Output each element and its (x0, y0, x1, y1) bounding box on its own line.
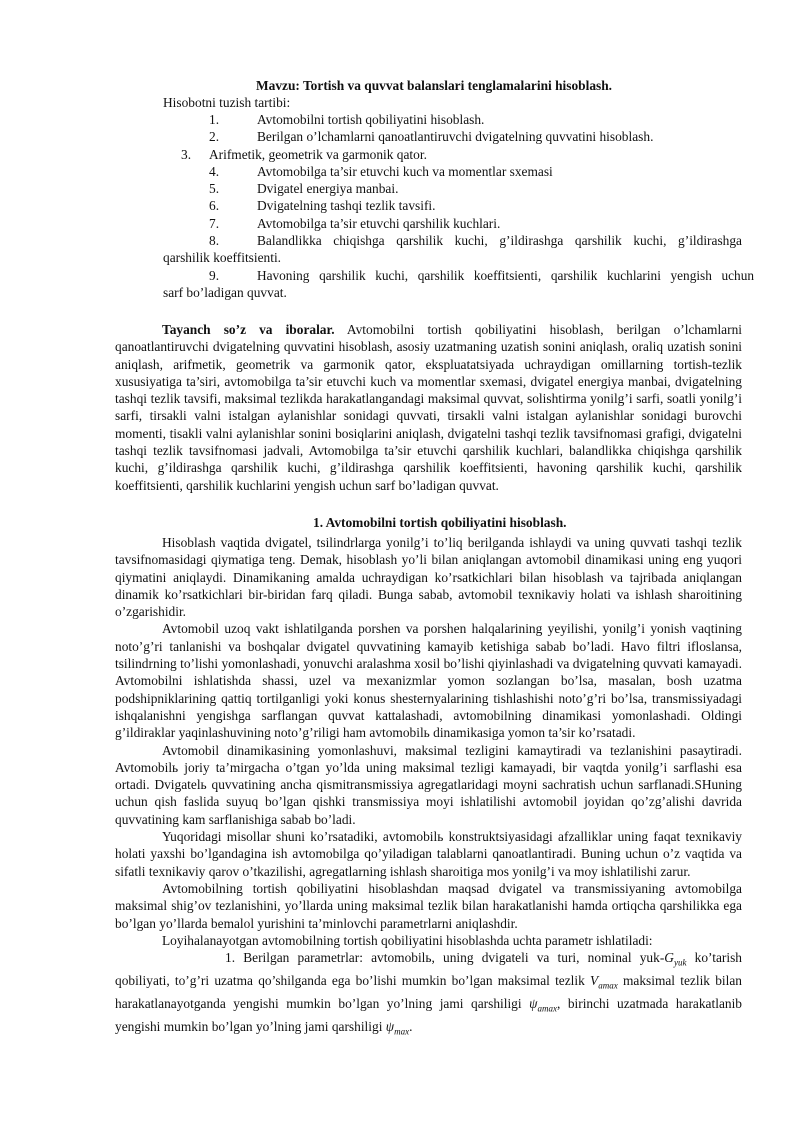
list-item-number: 1. (209, 112, 220, 127)
list-item: Avtomobilni tortish qobiliyatini hisoblash. (257, 112, 485, 127)
paragraph: Yuqoridagi misollar shuni ko’rsatadiki, avtomobilь konstruktsiyasidagi afzalliklar uning faqat texnikaviy holati yaxshi bo’lgandagina ish avtomobilga qo’yiladigan talablarni qanoatlantiradi. Buning uchun o’z vaqtida va sifatli texnikaviy qarov o’tkazilishi, agregatlarning ishlash sharoitiga mos yonilg’i va moy ishlatilishi zarur. (115, 829, 742, 879)
list-item-number: 4. (209, 164, 220, 179)
paragraph: Avtomobil dinamikasining yomonlashuvi, maksimal tezligini kamaytiradi va tezlanishini pasaytiradi. Avtomobilь joriy ta’mirgacha o’tgan yo’lda uning maksimal tezligi kamayadi, bir vaqtda yonilg’i sarflashi esa ortadi. Dvigatelь quvvatining ancha qismitransmissiya agregatlaridagi moyni sachratish uchun sarflanadi.SHuning uchun qish faslida suyuq bo’lgan qishki transmissiya moyi ishlatilishi avtomobil joyidan qo’zg’alishi davrida quvvatining kam sarflanishiga sabab bo’ladi. (115, 742, 742, 827)
list-item-continuation: sarf bo’ladigan quvvat. (163, 285, 287, 300)
list-item: Arifmetik, geometrik va garmonik qator. (209, 147, 427, 162)
paragraph: Avtomobilning tortish qobiliyatini hisoblashdan maqsad dvigatel va transmissiyaning avtomobilga maksimal shig’ov tezlanishini, yo’llarda uning maksimal tezlik bilan harakatlanishi hamda ortiqcha qarshilikka ega bo’lgan yo’llarda bemalol yurishini ta’minlovchi parametrlarni aniqlashdir. (115, 880, 742, 931)
paragraph: Loyihalanayotgan avtomobilning tortish qobiliyatini hisoblashda uchta parametr ishlatiladi: (162, 932, 653, 948)
list-item-number: 5. (209, 181, 220, 196)
list-item-number: 2. (209, 129, 220, 144)
list-item-number: 7. (209, 216, 220, 231)
list-item-continuation: qarshilik koeffitsienti. (163, 250, 282, 265)
paragraph: Avtomobil uzoq vakt ishlatilganda porshen va porshen halqalarining yeyilishi, yonilg’i yonish vaqtining noto’g’ri tanlanishi va boshqalar dvigatel quvvatining kamayib ketishiga sabab bo’ladi. Havo filtri ifloslansa, tsilindrning to’lishi yomonlashadi, yonuvchi aralashma xosil bo’lishi qiyinlashadi va dvigatelning quvvati kamayadi. Avtomobilni ishlatishda shassi, uzel va mexanizmlar yomon sozlangan bo’lsa, masalan, bosh uzatma podshipniklarining qattiq tortilganligi yoki konus shesternyalarining tishlashishi noto’g’ri bo’lsa, transmissiyadagi ishqalanishni yengishga sarflangan quvvat kattalashadi, avtomobilning dinamikasi yomonlashadi. Oldingi g’ildiraklar yaqinlashuvining noto’g’riligi ham avtomobilь dinamikasiga yomon ta’sir ko’rsatadi. (115, 621, 742, 741)
list-item: Havoning qarshilik kuchi, qarshilik koeffitsienti, qarshilik kuchlarini yengish uchun (257, 268, 754, 283)
list-item: Avtomobilga ta’sir etuvchi qarshilik kuchlari. (257, 216, 501, 231)
keywords-label: Tayanch so’z va iboralar. (162, 322, 335, 337)
list-item: Avtomobilga ta’sir etuvchi kuch va momentlar sxemasi (257, 164, 553, 179)
list-item: Dvigatel energiya manbai. (257, 181, 399, 196)
list-item-number: 9. (209, 268, 220, 283)
keywords-paragraph (115, 321, 742, 494)
list-item-number: 3. (181, 147, 192, 162)
paragraph-parameters: 1. Berilgan parametrlar: avtomobilь, uning dvigateli va turi, nominal yuk-$G_{yuk}$ ko’tarish qobiliyati, to’g’ri uzatma qo’shilganda ega bo’lishi mumkin bo’lgan maksimal tezlik $V_{amax}$ maksimal tezlik bilan harakatlanayotganda yengishi mumkin bo’lgan yo’lning jami qarshiligi $\psi_{amax}$, birinchi uzatmada harakatlanib yengishi mumkin bo’lgan yo’lning jami qarshiligi $\psi_{max}$. (115, 950, 742, 1037)
paragraph: Hisoblash vaqtida dvigatel, tsilindrlarga yonilg’i to’liq berilganda ishlaydi va uning quvvati tashqi tezlik tavsifnomasidagi qiymatiga teng. Demak, hisoblash yo’li bilan aniqlangan avtomobil dinamikasi uning eng yuqori qiymatini aniqlaydi. Dinamikaning amalda uchraydigan ko’rsatkichlari bilan hisoblash va tajribada aniqlangan dinamik ko’rsatkichlari bir-biridan farq qiladi. Bunga sabab, avtomobil texnikaviy holati va ishlash sharoitining o’zgarishidir. (115, 535, 742, 620)
list-item: Balandlikka chiqishga qarshilik kuchi, g’ildirashga qarshilik kuchi, g’ildirashga (257, 233, 742, 248)
body-text (115, 534, 742, 1041)
list-item: Dvigatelning tashqi tezlik tavsifi. (257, 198, 436, 213)
keywords-text: Avtomobilni tortish qobiliyatini hisoblash, berilgan o’lchamlarni qanoatlantiruvchi dvigatelning quvvatini hisoblash, asosiy uzatmaning uzatish sonini aniqlash, oraliq uzatish sonini aniqlash, arifmetik, geometrik va garmonik qator, ekspluatatsiyada uchraydigan omillarning tortish-tezlik xususiyatiga ta’siri, avtomobilga ta’sir etuvchi kuch va momentlar sxemasi, dvigatel energiya manbai, dvigatelning tashqi tezlik tavsifi, maksimal tezlikda harakatlangandagi maksimal quvvat, solishtirma yonilg’i sarfi, soatli yonilg’i sarfi, tirsakli valni istalgan aylanishlar sonidagi quvvati, tirsakli valni istalgan aylanishlar sonidagi burovchi momenti, tisakli valni aylanishlar sonini bosiqlarini aniqlash, dvigatelni tashqi tezlik tavsifnomasi grafigi, dvigatelni tashqi tezlik tavsifnomasi jadvali, Avtomobilga ta’sir etuvchi qarshilik kuchlari, balandlikka chiqishga qarshilik kuchi, g’ildirashga qarshilik kuchi, g’ildirashga qarshilik koeffitsienti, havoning qarshilik kuchi, qarshilik koeffitsienti, qarshilik kuchlarini yengish uchun sarf bo’ladigan quvvat. (115, 322, 742, 493)
page-title: Mavzu: Tortish va quvvat balanslari tenglamalarini hisoblash. (256, 78, 613, 93)
section-title: 1. Avtomobilni tortish qobiliyatini hisoblash. (313, 515, 567, 530)
order-heading: Hisobotni tuzish tartibi: (163, 95, 291, 110)
list-item-number: 6. (209, 198, 220, 213)
list-item: Berilgan o’lchamlarni qanoatlantiruvchi dvigatelning quvvatini hisoblash. (257, 129, 654, 144)
list-item-number: 8. (209, 233, 220, 248)
